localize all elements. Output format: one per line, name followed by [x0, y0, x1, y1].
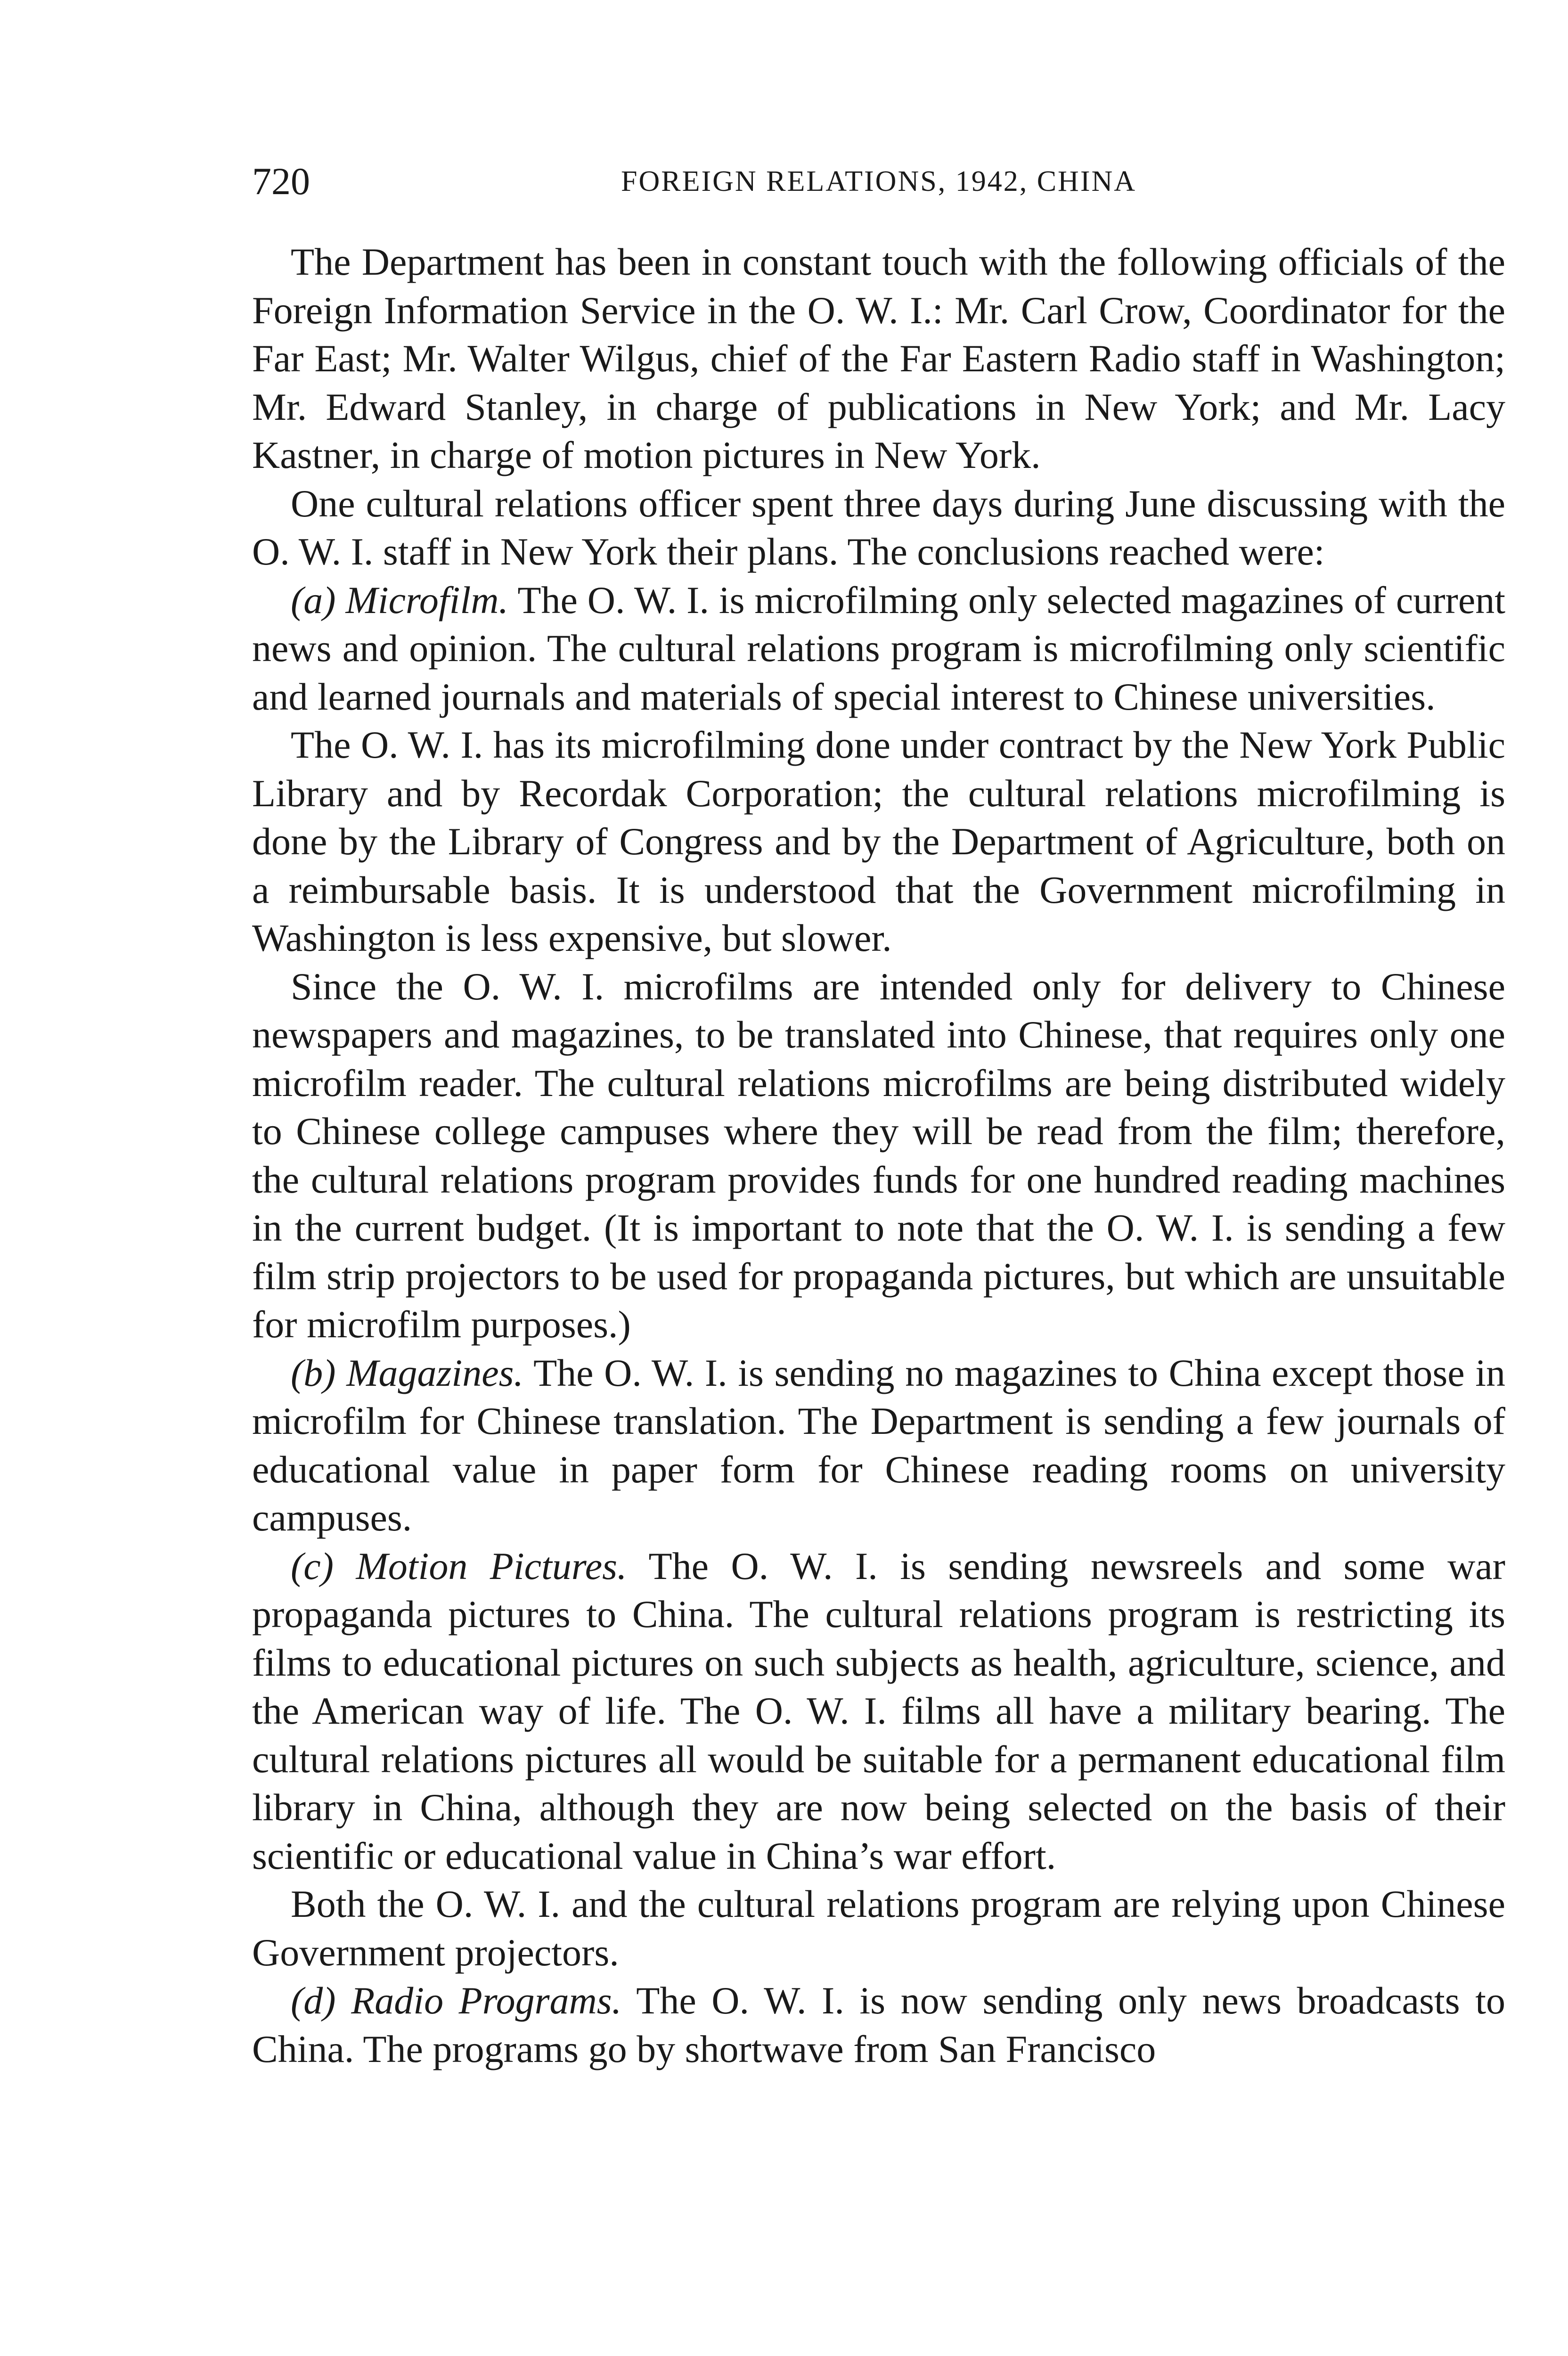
item-title: Magazines. — [346, 1351, 523, 1394]
paragraph-item-d — [252, 1977, 1505, 2073]
item-label: (b) — [291, 1351, 336, 1394]
paragraph-text: Both the O. W. I. and the cultural relations program are relying upon Chinese Government projectors. — [252, 1882, 1505, 1974]
paragraph — [252, 238, 1505, 480]
item-title: Radio Programs. — [351, 1979, 622, 2022]
paragraph-text: The O. W. I. has its microfilming done under contract by the New York Public Library and by Recordak Corporation; the cultural relations microfilming is done by the Library of Congress and by the Department of Agriculture, both on a reimbursable basis. It is understood that the Government microfilming in Washington is less expensive, but slower. — [252, 723, 1505, 959]
paragraph-item-b — [252, 1349, 1505, 1542]
paragraph-item-a — [252, 576, 1505, 721]
page-number: 720 — [252, 160, 310, 203]
paragraph — [252, 721, 1505, 963]
item-label: (c) — [291, 1544, 334, 1587]
running-title: FOREIGN RELATIONS, 1942, CHINA — [621, 165, 1137, 197]
paragraph-text: The O. W. I. is sending no magazines to China except those in microfilm for Chinese translation. The Department is sending a few journals of educational value in paper form for Chinese reading rooms on university campuses. — [252, 1351, 1505, 1539]
paragraph-text: Since the O. W. I. microfilms are intended only for delivery to Chinese newspapers and magazines, to be translated into Chinese, that requires only one microfilm reader. The cultural relations microfilms are being distributed widely to Chinese college campuses where they will be read from the film; therefore, the cultural relations program provides funds for one hundred reading machines in the current budget. (It is important to note that the O. W. I. is sending a few film strip projectors to be used for propaganda pictures, but which are unsuitable for microfilm purposes.) — [252, 965, 1505, 1346]
paragraph — [252, 1880, 1505, 1977]
body-text — [252, 238, 1505, 2073]
item-title: Motion Pictures. — [356, 1544, 627, 1587]
paragraph-text: The O. W. I. is sending newsreels and some war propaganda pictures to China. The cultural relations program is restricting its films to educational pictures on such subjects as health, agriculture, science, and the American way of life. The O. W. I. films all have a military bearing. The cultural relations pictures all would be suitable for a permanent educational film library in China, although they are now being selected on the basis of their scientific or educational value in China’s war effort. — [252, 1544, 1505, 1877]
paragraph-text: The O. W. I. is now sending only news broadcasts to China. The programs go by shortwave from San Francisco — [252, 1979, 1505, 2070]
item-label: (a) — [291, 578, 336, 622]
item-label: (d) — [291, 1979, 336, 2022]
paragraph-text: One cultural relations officer spent three days during June discussing with the O. W. I. staff in New York their plans. The conclusions reached were: — [252, 482, 1505, 573]
paragraph-text: The Department has been in constant touch with the following officials of the Foreign Information Service in the O. W. I.: Mr. Carl Crow, Coordinator for the Far East; Mr. Walter Wilgus, chief of the Far Eastern Radio staff in Washington; Mr. Edward Stanley, in charge of publications in New York; and Mr. Lacy Kastner, in charge of motion pictures in New York. — [252, 240, 1505, 476]
page-header — [252, 155, 1505, 207]
paragraph — [252, 963, 1505, 1349]
item-title: Microfilm. — [345, 578, 508, 622]
paragraph — [252, 480, 1505, 576]
paragraph-item-c — [252, 1542, 1505, 1881]
paragraph-text: The O. W. I. is microfilming only selected magazines of current news and opinion. The cultural relations program is microfilming only scientific and learned journals and materials of special interest to Chinese universities. — [252, 578, 1506, 718]
